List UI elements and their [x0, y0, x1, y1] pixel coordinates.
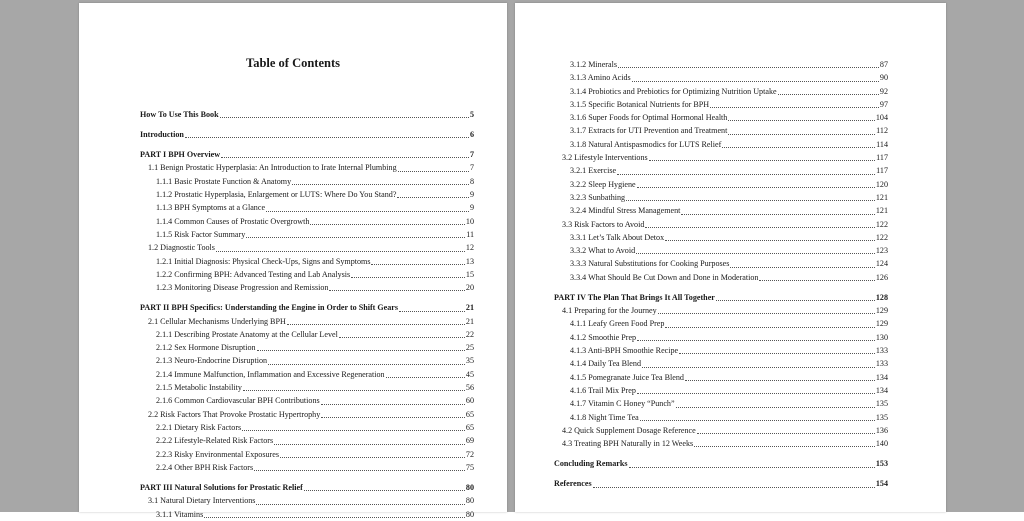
toc-dot-leader	[254, 470, 465, 471]
toc-dot-leader	[243, 390, 465, 391]
toc-dot-leader	[397, 197, 469, 198]
toc-entry[interactable]	[554, 138, 888, 151]
toc-entry-label: 2.2.3 Risky Environmental Exposures	[156, 449, 279, 459]
toc-dot-leader	[280, 457, 465, 458]
toc-entry[interactable]	[554, 231, 888, 244]
toc-entry-label: 2.1.1 Describing Prostate Anatomy at the Cellular Level	[156, 329, 338, 339]
toc-dot-leader	[339, 337, 465, 338]
toc-entry[interactable]	[554, 191, 888, 204]
toc-entry-page-number: 121	[875, 206, 888, 216]
toc-entry-page-number: 133	[875, 359, 888, 369]
toc-dot-leader	[679, 353, 875, 354]
toc-entry-label: 3.2.4 Mindful Stress Management	[570, 206, 681, 216]
toc-dot-leader	[246, 237, 465, 238]
toc-entry-label: 2.2.2 Lifestyle-Related Risk Factors	[156, 436, 274, 446]
toc-entry-page-number: 136	[875, 425, 888, 435]
toc-entry[interactable]	[140, 434, 474, 447]
toc-entry[interactable]	[554, 164, 888, 177]
toc-entry[interactable]	[554, 271, 888, 284]
toc-entry[interactable]	[140, 341, 474, 354]
toc-entry-page-number: 15	[465, 269, 474, 279]
toc-entry[interactable]	[554, 371, 888, 384]
toc-entry[interactable]	[140, 201, 474, 214]
toc-entry-page-number: 21	[465, 316, 474, 326]
toc-entry[interactable]	[140, 354, 474, 367]
toc-entry-label: 3.2 Lifestyle Interventions	[562, 153, 648, 163]
toc-entry-label: 1.1.2 Prostatic Hyperplasia, Enlargement or LUTS: Where Do You Stand?	[156, 190, 397, 200]
toc-entry-label: 3.1.5 Specific Botanical Nutrients for BPH	[570, 99, 710, 109]
toc-entry-page-number: 5	[469, 110, 474, 119]
toc-entry[interactable]	[554, 111, 888, 124]
toc-entry-label: PART II BPH Specifics: Understanding the Engine in Order to Shift Gears	[140, 303, 399, 313]
toc-entry-page-number: 11	[466, 229, 474, 239]
toc-dot-leader	[292, 184, 469, 185]
toc-dot-leader	[640, 420, 875, 421]
toc-entry-label: 3.2.1 Exercise	[570, 166, 617, 176]
toc-dot-leader	[386, 377, 465, 378]
toc-entry-label: 4.1.8 Night Time Tea	[570, 412, 639, 422]
toc-dot-leader	[665, 240, 875, 241]
toc-entry-label: 2.1.4 Immune Malfunction, Inflammation and Excessive Regeneration	[156, 369, 385, 379]
document-page-right	[515, 3, 946, 512]
toc-dot-leader	[266, 211, 469, 212]
toc-entry-label: References	[554, 479, 592, 489]
toc-dot-leader	[242, 430, 465, 431]
toc-entry[interactable]	[140, 394, 474, 407]
toc-dot-leader	[722, 147, 875, 148]
toc-entry-label: 2.1.3 Neuro-Endocrine Disruption	[156, 356, 268, 366]
toc-dot-leader	[268, 364, 465, 365]
toc-entry-page-number: 80	[465, 482, 474, 492]
toc-entry[interactable]	[554, 317, 888, 330]
toc-dot-leader	[632, 81, 879, 82]
toc-entry-page-number: 65	[465, 422, 474, 432]
toc-entry-page-number: 10	[465, 216, 474, 226]
toc-entry-label: 4.2 Quick Supplement Dosage Reference	[562, 425, 696, 435]
toc-entry-page-number: 12	[465, 243, 474, 253]
toc-entry-label: 3.1.7 Extracts for UTI Prevention and Treatment	[570, 126, 728, 136]
toc-dot-leader	[618, 67, 879, 68]
toc-entry[interactable]	[140, 481, 474, 494]
toc-entry[interactable]	[140, 421, 474, 434]
toc-entry-page-number: 129	[875, 319, 888, 329]
toc-entry-page-number: 9	[469, 190, 474, 200]
toc-dot-leader	[221, 157, 469, 158]
toc-entry-label: 4.3 Treating BPH Naturally in 12 Weeks	[562, 439, 694, 449]
toc-entry-label: 3.1 Natural Dietary Interventions	[148, 496, 256, 506]
toc-dot-leader	[617, 174, 875, 175]
toc-entry[interactable]	[140, 241, 474, 254]
toc-dot-leader	[728, 134, 875, 135]
toc-entry[interactable]	[140, 381, 474, 394]
toc-entry-label: 4.1.2 Smoothie Prep	[570, 332, 637, 342]
toc-entry[interactable]	[554, 331, 888, 344]
toc-entry-page-number: 121	[875, 192, 888, 202]
toc-dot-leader	[649, 160, 876, 161]
toc-entry-label: 1.1.1 Basic Prostate Function & Anatomy	[156, 176, 292, 186]
toc-entry[interactable]	[140, 268, 474, 281]
toc-entry-page-number: 122	[875, 219, 888, 229]
toc-entry[interactable]	[554, 477, 888, 490]
toc-entry[interactable]	[554, 384, 888, 397]
toc-entry-label: 1.2.2 Confirming BPH: Advanced Testing and Lab Analysis	[156, 269, 351, 279]
toc-entry-label: 3.3.2 What to Avoid	[570, 246, 636, 256]
toc-entry[interactable]	[554, 357, 888, 370]
document-page-left	[79, 3, 507, 519]
toc-entry[interactable]	[140, 494, 474, 507]
toc-dot-leader	[636, 253, 875, 254]
toc-entry-page-number: 9	[469, 203, 474, 213]
toc-entry[interactable]	[140, 461, 474, 474]
toc-dot-leader	[185, 137, 469, 138]
toc-entry-page-number: 7	[469, 163, 474, 173]
toc-entry-label: PART IV The Plan That Brings It All Together	[554, 292, 715, 302]
toc-dot-leader	[685, 380, 875, 381]
toc-dot-leader	[637, 393, 875, 394]
toc-entry[interactable]	[554, 344, 888, 357]
toc-entry-label: 2.1.2 Sex Hormone Disruption	[156, 343, 256, 353]
toc-entry-page-number: 153	[875, 459, 888, 469]
toc-entry-page-number: 13	[465, 256, 474, 266]
toc-entry-page-number: 7	[469, 150, 474, 160]
toc-entry[interactable]	[554, 218, 888, 231]
toc-dot-leader	[398, 171, 469, 172]
toc-entry[interactable]	[140, 368, 474, 381]
toc-dot-leader	[658, 313, 875, 314]
toc-entry-page-number: 130	[875, 332, 888, 342]
toc-dot-leader	[399, 311, 465, 312]
toc-dot-leader	[637, 187, 875, 188]
toc-entry-page-number: 8	[469, 176, 474, 186]
toc-entry-page-number: 112	[876, 126, 888, 136]
toc-dot-leader	[257, 350, 465, 351]
toc-entry[interactable]	[140, 328, 474, 341]
toc-entry[interactable]	[554, 98, 888, 111]
toc-entry-page-number: 135	[875, 399, 888, 409]
toc-dot-leader	[216, 251, 465, 252]
toc-entry[interactable]	[554, 124, 888, 137]
toc-entry-page-number: 20	[465, 283, 474, 293]
toc-dot-leader	[778, 94, 879, 95]
toc-dot-leader	[629, 467, 875, 468]
toc-entry-label: 1.1.5 Risk Factor Summary	[156, 229, 246, 239]
toc-entry-page-number: 154	[875, 479, 888, 489]
toc-dot-leader	[304, 490, 465, 491]
toc-entry-label: 3.1.4 Probiotics and Prebiotics for Optimizing Nutrition Uptake	[570, 86, 777, 96]
toc-entry-page-number: 75	[465, 462, 474, 472]
toc-entry-label: 4.1.4 Daily Tea Blend	[570, 359, 641, 369]
toc-dot-leader	[694, 446, 875, 447]
toc-entry-label: Concluding Remarks	[554, 459, 628, 469]
toc-entry-label: 3.2.2 Sleep Hygiene	[570, 179, 636, 189]
toc-entry[interactable]	[140, 448, 474, 461]
toc-entry[interactable]	[554, 457, 888, 470]
toc-entry-label: How To Use This Book	[140, 110, 219, 119]
toc-entry-label: 1.2.1 Initial Diagnosis: Physical Check-Ups, Signs and Symptoms	[156, 256, 371, 266]
toc-entry-label: 3.3.4 What Should Be Cut Down and Done in Moderation	[570, 272, 759, 282]
toc-dot-leader	[287, 324, 465, 325]
toc-entry[interactable]	[140, 215, 474, 228]
toc-entry[interactable]	[140, 508, 474, 521]
toc-entry-page-number: 69	[465, 436, 474, 446]
toc-entry[interactable]	[554, 424, 888, 437]
toc-entry-page-number: 134	[875, 385, 888, 395]
toc-entry-label: 3.2.3 Sunbathing	[570, 192, 626, 202]
toc-entry[interactable]	[554, 437, 888, 450]
toc-entry-label: 3.3 Risk Factors to Avoid	[562, 219, 645, 229]
toc-entry-page-number: 140	[875, 439, 888, 449]
toc-dot-leader	[730, 267, 874, 268]
toc-entry[interactable]	[140, 108, 474, 121]
toc-entry-label: PART III Natural Solutions for Prostatic Relief	[140, 482, 303, 492]
toc-entry-label: 1.1.4 Common Causes of Prostatic Overgrowth	[156, 216, 310, 226]
toc-entry-page-number: 72	[465, 449, 474, 459]
toc-dot-leader	[665, 327, 874, 328]
toc-entry-page-number: 80	[465, 509, 474, 519]
toc-entry-label: 4.1.7 Vitamin C Honey “Punch”	[570, 399, 675, 409]
toc-entry-label: 3.1.2 Minerals	[570, 60, 617, 69]
toc-entry-page-number: 129	[875, 306, 888, 316]
toc-dot-leader	[716, 300, 875, 301]
toc-entry-label: 3.1.1 Vitamins	[156, 509, 204, 519]
toc-dot-leader	[351, 277, 465, 278]
toc-entry[interactable]	[554, 178, 888, 191]
toc-dot-leader	[710, 107, 879, 108]
toc-entry-page-number: 45	[465, 369, 474, 379]
toc-entry[interactable]	[140, 408, 474, 421]
toc-entry-page-number: 134	[875, 372, 888, 382]
toc-entry-label: 4.1.5 Pomegranate Juice Tea Blend	[570, 372, 684, 382]
toc-dot-leader	[681, 214, 874, 215]
toc-dot-leader	[626, 200, 875, 201]
toc-entry-page-number: 80	[465, 496, 474, 506]
toc-dot-leader	[642, 367, 875, 368]
toc-entry-page-number: 117	[876, 153, 888, 163]
toc-entry-page-number: 97	[879, 99, 888, 109]
toc-entry[interactable]	[554, 71, 888, 84]
toc-entry[interactable]	[140, 148, 474, 161]
toc-entry[interactable]	[554, 244, 888, 257]
toc-entry-page-number: 65	[465, 409, 474, 419]
toc-entry[interactable]	[554, 291, 888, 304]
toc-entry-label: 3.3.1 Let’s Talk About Detox	[570, 232, 665, 242]
toc-entry-page-number: 25	[465, 343, 474, 353]
toc-entry[interactable]	[140, 188, 474, 201]
toc-entry-label: 2.2.1 Dietary Risk Factors	[156, 422, 242, 432]
toc-title: Table of Contents	[246, 56, 340, 70]
toc-dot-leader	[637, 340, 875, 341]
toc-entry[interactable]	[140, 255, 474, 268]
toc-entry-page-number: 117	[876, 166, 888, 176]
toc-entry-label: 4.1 Preparing for the Journey	[562, 306, 657, 316]
toc-entry-page-number: 114	[876, 139, 888, 149]
toc-entry-page-number: 60	[465, 396, 474, 406]
toc-entry-page-number: 124	[875, 259, 888, 269]
toc-entry-page-number: 126	[875, 272, 888, 282]
toc-entry-page-number: 133	[875, 346, 888, 356]
toc-dot-leader	[697, 433, 875, 434]
toc-entry-label: 2.2.4 Other BPH Risk Factors	[156, 462, 254, 472]
toc-dot-leader	[204, 517, 465, 518]
toc-entry-page-number: 87	[879, 60, 888, 69]
toc-entry-page-number: 22	[465, 329, 474, 339]
toc-entry-label: 1.1.3 BPH Symptoms at a Glance	[156, 203, 266, 213]
toc-entry[interactable]	[140, 301, 474, 314]
toc-entry-label: Introduction	[140, 130, 184, 140]
toc-entry[interactable]	[140, 161, 474, 174]
toc-dot-leader	[329, 290, 464, 291]
toc-entry-label: 2.2 Risk Factors That Provoke Prostatic Hypertrophy	[148, 409, 321, 419]
toc-entry[interactable]	[140, 281, 474, 294]
toc-dot-leader	[220, 117, 469, 118]
toc-entry-label: 3.1.3 Amino Acids	[570, 73, 631, 83]
toc-dot-leader	[759, 280, 874, 281]
toc-dot-leader	[256, 504, 464, 505]
toc-entry-page-number: 6	[469, 130, 474, 140]
toc-entry-page-number: 128	[875, 292, 888, 302]
toc-dot-leader	[645, 227, 874, 228]
toc-list-left	[140, 108, 474, 521]
toc-entry[interactable]	[554, 304, 888, 317]
toc-dot-leader	[321, 417, 465, 418]
toc-dot-leader	[321, 404, 465, 405]
toc-entry-label: 4.1.3 Anti-BPH Smoothie Recipe	[570, 346, 679, 356]
toc-dot-leader	[676, 407, 875, 408]
toc-entry-label: 4.1.1 Leafy Green Food Prep	[570, 319, 665, 329]
toc-entry-page-number: 120	[875, 179, 888, 189]
toc-dot-leader	[274, 444, 465, 445]
toc-entry[interactable]	[140, 175, 474, 188]
toc-list-right	[554, 58, 888, 491]
toc-entry[interactable]	[140, 228, 474, 241]
toc-dot-leader	[310, 224, 465, 225]
toc-entry-page-number: 122	[875, 232, 888, 242]
toc-entry-page-number: 123	[875, 246, 888, 256]
toc-entry-page-number: 92	[879, 86, 888, 96]
toc-entry[interactable]	[140, 315, 474, 328]
toc-entry[interactable]	[554, 151, 888, 164]
toc-entry[interactable]	[554, 58, 888, 71]
toc-entry[interactable]	[554, 411, 888, 424]
toc-entry[interactable]	[140, 128, 474, 141]
toc-entry-label: 1.2.3 Monitoring Disease Progression and Remission	[156, 283, 329, 293]
toc-entry-label: 2.1.6 Common Cardiovascular BPH Contributions	[156, 396, 320, 406]
toc-entry-page-number: 35	[465, 356, 474, 366]
toc-entry-page-number: 135	[875, 412, 888, 422]
toc-entry[interactable]	[554, 397, 888, 410]
toc-entry-label: 3.1.6 Super Foods for Optimal Hormonal Health	[570, 113, 728, 123]
toc-entry-label: 1.1 Benign Prostatic Hyperplasia: An Introduction to Irate Internal Plumbing	[148, 163, 397, 173]
toc-entry-label: 2.1 Cellular Mechanisms Underlying BPH	[148, 316, 286, 326]
toc-dot-leader	[371, 264, 464, 265]
toc-entry-label: 4.1.6 Trail Mix Prep	[570, 385, 636, 395]
toc-entry-page-number: 104	[875, 113, 888, 123]
toc-entry-label: 2.1.5 Metabolic Instability	[156, 383, 242, 393]
toc-entry[interactable]	[554, 85, 888, 98]
toc-entry[interactable]	[554, 204, 888, 217]
toc-entry-label: PART I BPH Overview	[140, 150, 221, 160]
toc-entry[interactable]	[554, 257, 888, 270]
toc-dot-leader	[593, 487, 875, 488]
toc-dot-leader	[728, 120, 875, 121]
toc-entry-label: 3.1.8 Natural Antispasmodics for LUTS Relief	[570, 139, 722, 149]
toc-entry-label: 3.3.3 Natural Substitutions for Cooking Purposes	[570, 259, 730, 269]
toc-entry-page-number: 21	[465, 303, 474, 313]
toc-entry-label: 1.2 Diagnostic Tools	[148, 243, 215, 253]
toc-entry-page-number: 90	[879, 73, 888, 83]
toc-entry-page-number: 56	[465, 383, 474, 393]
